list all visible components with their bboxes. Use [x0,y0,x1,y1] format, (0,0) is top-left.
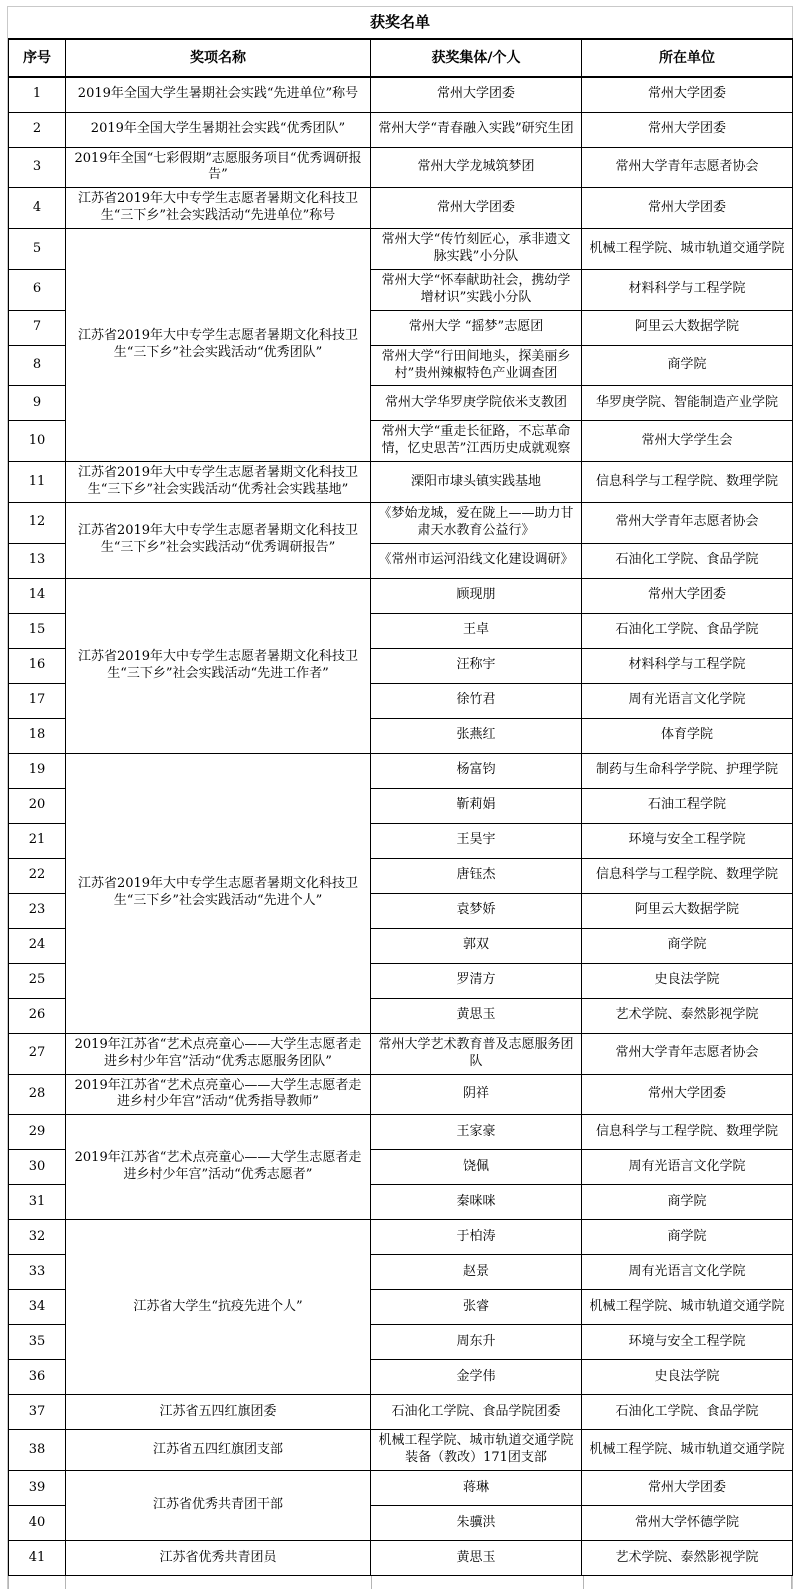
winner-cell: 周东升 [371,1325,582,1360]
row-number-cell: 17 [9,683,66,718]
award-name-cell: 江苏省2019年大中专学生志愿者暑期文化科技卫生“三下乡”社会实践活动“优秀社会实践基地” [66,462,371,503]
winner-cell: 张睿 [371,1290,582,1325]
unit-cell: 常州大学怀德学院 [582,1506,793,1541]
row-number-cell: 14 [9,578,66,613]
unit-cell: 华罗庚学院、智能制造产业学院 [582,386,793,421]
unit-cell: 周有光语言文化学院 [582,1255,793,1290]
unit-cell: 商学院 [582,928,793,963]
winner-cell: 蒋琳 [371,1471,582,1506]
unit-cell: 环境与安全工程学院 [582,823,793,858]
unit-cell: 石油工程学院 [582,788,793,823]
winner-cell: 常州大学艺术教育普及志愿服务团队 [371,1033,582,1074]
unit-cell: 艺术学院、泰然影视学院 [582,1541,793,1576]
row-number-cell: 23 [9,893,66,928]
winner-cell: 黄思玉 [371,998,582,1033]
row-number-cell: 37 [9,1395,66,1430]
winner-cell: 顾现朋 [371,578,582,613]
unit-cell: 周有光语言文化学院 [582,683,793,718]
award-name-cell: 江苏省2019年大中专学生志愿者暑期文化科技卫生“三下乡”社会实践活动“先进工作者” [66,578,371,753]
row-number-cell: 4 [9,188,66,229]
unit-cell: 周有光语言文化学院 [582,1150,793,1185]
unit-cell: 材料科学与工程学院 [582,648,793,683]
winner-cell: 常州大学团委 [371,77,582,112]
unit-cell: 石油化工学院、食品学院 [582,543,793,578]
award-name-cell: 江苏省大学生“抗疫先进个人” [66,1220,371,1395]
unit-cell: 机械工程学院、城市轨道交通学院 [582,1430,793,1471]
row-number-cell: 16 [9,648,66,683]
table-row [9,77,793,112]
winner-cell: 汪称宇 [371,648,582,683]
winner-cell: 王家豪 [371,1115,582,1150]
winner-cell: 常州大学“青春融入实践”研究生团 [371,112,582,147]
col-header-no: 序号 [9,39,66,77]
row-number-cell: 19 [9,753,66,788]
winner-cell: 常州大学“行田间地头，探美丽乡村”贵州辣椒特色产业调查团 [371,345,582,386]
winner-cell: 徐竹君 [371,683,582,718]
col-header-award: 奖项名称 [66,39,371,77]
winner-cell: 常州大学 “摇梦”志愿团 [371,310,582,345]
row-number-cell: 9 [9,386,66,421]
row-number-cell: 1 [9,77,66,112]
winner-cell: 阴祥 [371,1074,582,1115]
row-number-cell: 41 [9,1541,66,1576]
row-number-cell: 20 [9,788,66,823]
winner-cell: 王昊宇 [371,823,582,858]
winner-cell: 常州大学“重走长征路，不忘革命情，忆史思苦”江西历史成就观察 [371,421,582,462]
award-name-cell: 江苏省2019年大中专学生志愿者暑期文化科技卫生“三下乡”社会实践活动“优秀调研报告” [66,502,371,578]
winner-cell: 溧阳市埭头镇实践基地 [371,462,582,503]
unit-cell: 史良法学院 [582,963,793,998]
unit-cell: 制药与生命科学学院、护理学院 [582,753,793,788]
winner-cell: 机械工程学院、城市轨道交通学院装备（教改）171团支部 [371,1430,582,1471]
unit-cell: 信息科学与工程学院、数理学院 [582,858,793,893]
crop-stub-col-award [65,1576,371,1589]
award-name-cell: 2019年全国大学生暑期社会实践“先进单位”称号 [66,77,371,112]
row-number-cell: 38 [9,1430,66,1471]
unit-cell: 艺术学院、泰然影视学院 [582,998,793,1033]
next-row-crop-stub [8,1576,792,1589]
award-name-cell: 2019年江苏省“艺术点亮童心——大学生志愿者走进乡村少年宫”活动“优秀指导教师” [66,1074,371,1115]
winner-cell: 于柏涛 [371,1220,582,1255]
winner-cell: 常州大学华罗庚学院依米支教团 [371,386,582,421]
unit-cell: 常州大学青年志愿者协会 [582,147,793,188]
award-name-cell: 江苏省2019年大中专学生志愿者暑期文化科技卫生“三下乡”社会实践活动“先进个人” [66,753,371,1033]
table-row [9,147,793,188]
unit-cell: 常州大学团委 [582,578,793,613]
row-number-cell: 29 [9,1115,66,1150]
winner-cell: 石油化工学院、食品学院团委 [371,1395,582,1430]
unit-cell: 信息科学与工程学院、数理学院 [582,1115,793,1150]
row-number-cell: 32 [9,1220,66,1255]
unit-cell: 常州大学青年志愿者协会 [582,1033,793,1074]
winner-cell: 常州大学龙城筑梦团 [371,147,582,188]
table-row [9,229,793,270]
row-number-cell: 36 [9,1360,66,1395]
col-header-unit: 所在单位 [582,39,793,77]
award-name-cell: 2019年全国“七彩假期”志愿服务项目“优秀调研报告” [66,147,371,188]
table-row [9,1541,793,1576]
awards-table-body [9,77,793,1576]
row-number-cell: 27 [9,1033,66,1074]
unit-cell: 材料科学与工程学院 [582,269,793,310]
row-number-cell: 12 [9,502,66,543]
table-row [9,1430,793,1471]
row-number-cell: 11 [9,462,66,503]
page-title: 获奖名单 [369,13,430,31]
unit-cell: 信息科学与工程学院、数理学院 [582,462,793,503]
winner-cell: 袁梦娇 [371,893,582,928]
award-name-cell: 江苏省五四红旗团委 [66,1395,371,1430]
row-number-cell: 8 [9,345,66,386]
row-number-cell: 5 [9,229,66,270]
crop-stub-col-unit [583,1576,792,1589]
table-row [9,753,793,788]
winner-cell: 靳莉娟 [371,788,582,823]
row-number-cell: 30 [9,1150,66,1185]
table-row [9,1220,793,1255]
row-number-cell: 22 [9,858,66,893]
unit-cell: 常州大学团委 [582,77,793,112]
winner-cell: 常州大学“怀奉献助社会，携幼学增材识”实践小分队 [371,269,582,310]
award-name-cell: 江苏省五四红旗团支部 [66,1430,371,1471]
winner-cell: 黄思玉 [371,1541,582,1576]
table-row [9,462,793,503]
unit-cell: 机械工程学院、城市轨道交通学院 [582,1290,793,1325]
award-name-cell: 江苏省2019年大中专学生志愿者暑期文化科技卫生“三下乡”社会实践活动“先进单位”称号 [66,188,371,229]
table-row [9,1115,793,1150]
row-number-cell: 2 [9,112,66,147]
unit-cell: 商学院 [582,1185,793,1220]
unit-cell: 史良法学院 [582,1360,793,1395]
winner-cell: 赵景 [371,1255,582,1290]
unit-cell: 石油化工学院、食品学院 [582,613,793,648]
crop-stub-col-no [8,1576,65,1589]
winner-cell: 《常州市运河沿线文化建设调研》 [371,543,582,578]
row-number-cell: 10 [9,421,66,462]
unit-cell: 阿里云大数据学院 [582,310,793,345]
winner-cell: 饶佩 [371,1150,582,1185]
winner-cell: 秦咪咪 [371,1185,582,1220]
winner-cell: 常州大学团委 [371,188,582,229]
row-number-cell: 25 [9,963,66,998]
award-name-cell: 江苏省2019年大中专学生志愿者暑期文化科技卫生“三下乡”社会实践活动“优秀团队” [66,229,371,462]
unit-cell: 常州大学团委 [582,1074,793,1115]
row-number-cell: 28 [9,1074,66,1115]
document-page [7,6,793,1589]
winner-cell: 杨富钧 [371,753,582,788]
row-number-cell: 3 [9,147,66,188]
unit-cell: 商学院 [582,1220,793,1255]
table-row [9,188,793,229]
unit-cell: 体育学院 [582,718,793,753]
winner-cell: 王卓 [371,613,582,648]
winner-cell: 罗清方 [371,963,582,998]
winner-cell: 朱骥洪 [371,1506,582,1541]
table-row [9,112,793,147]
unit-cell: 常州大学团委 [582,112,793,147]
row-number-cell: 35 [9,1325,66,1360]
table-row [9,1033,793,1074]
row-number-cell: 34 [9,1290,66,1325]
row-number-cell: 33 [9,1255,66,1290]
winner-cell: 郭双 [371,928,582,963]
awards-table [8,38,793,1576]
unit-cell: 常州大学青年志愿者协会 [582,502,793,543]
winner-cell: 张燕红 [371,718,582,753]
row-number-cell: 24 [9,928,66,963]
col-header-winner: 获奖集体/个人 [371,39,582,77]
row-number-cell: 18 [9,718,66,753]
winner-cell: 常州大学“传竹刻匠心，承非遗文脉实践”小分队 [371,229,582,270]
winner-cell: 唐钰杰 [371,858,582,893]
row-number-cell: 40 [9,1506,66,1541]
row-number-cell: 13 [9,543,66,578]
unit-cell: 环境与安全工程学院 [582,1325,793,1360]
winner-cell: 《梦始龙城，爱在陇上——助力甘肃天水教育公益行》 [371,502,582,543]
row-number-cell: 7 [9,310,66,345]
unit-cell: 阿里云大数据学院 [582,893,793,928]
table-row [9,1471,793,1506]
award-name-cell: 江苏省优秀共青团员 [66,1541,371,1576]
winner-cell: 金学伟 [371,1360,582,1395]
award-name-cell: 2019年全国大学生暑期社会实践“优秀团队” [66,112,371,147]
row-number-cell: 21 [9,823,66,858]
row-number-cell: 15 [9,613,66,648]
row-number-cell: 6 [9,269,66,310]
unit-cell: 常州大学团委 [582,188,793,229]
unit-cell: 常州大学学生会 [582,421,793,462]
row-number-cell: 26 [9,998,66,1033]
award-name-cell: 2019年江苏省“艺术点亮童心——大学生志愿者走进乡村少年宫”活动“优秀志愿者” [66,1115,371,1220]
unit-cell: 常州大学团委 [582,1471,793,1506]
table-row [9,1395,793,1430]
row-number-cell: 31 [9,1185,66,1220]
table-row [9,1074,793,1115]
crop-stub-col-winner [371,1576,583,1589]
row-number-cell: 39 [9,1471,66,1506]
award-name-cell: 2019年江苏省“艺术点亮童心——大学生志愿者走进乡村少年宫”活动“优秀志愿服务团队” [66,1033,371,1074]
unit-cell: 商学院 [582,345,793,386]
header-row [9,39,793,77]
table-row [9,502,793,543]
award-name-cell: 江苏省优秀共青团干部 [66,1471,371,1541]
unit-cell: 石油化工学院、食品学院 [582,1395,793,1430]
table-row [9,578,793,613]
unit-cell: 机械工程学院、城市轨道交通学院 [582,229,793,270]
